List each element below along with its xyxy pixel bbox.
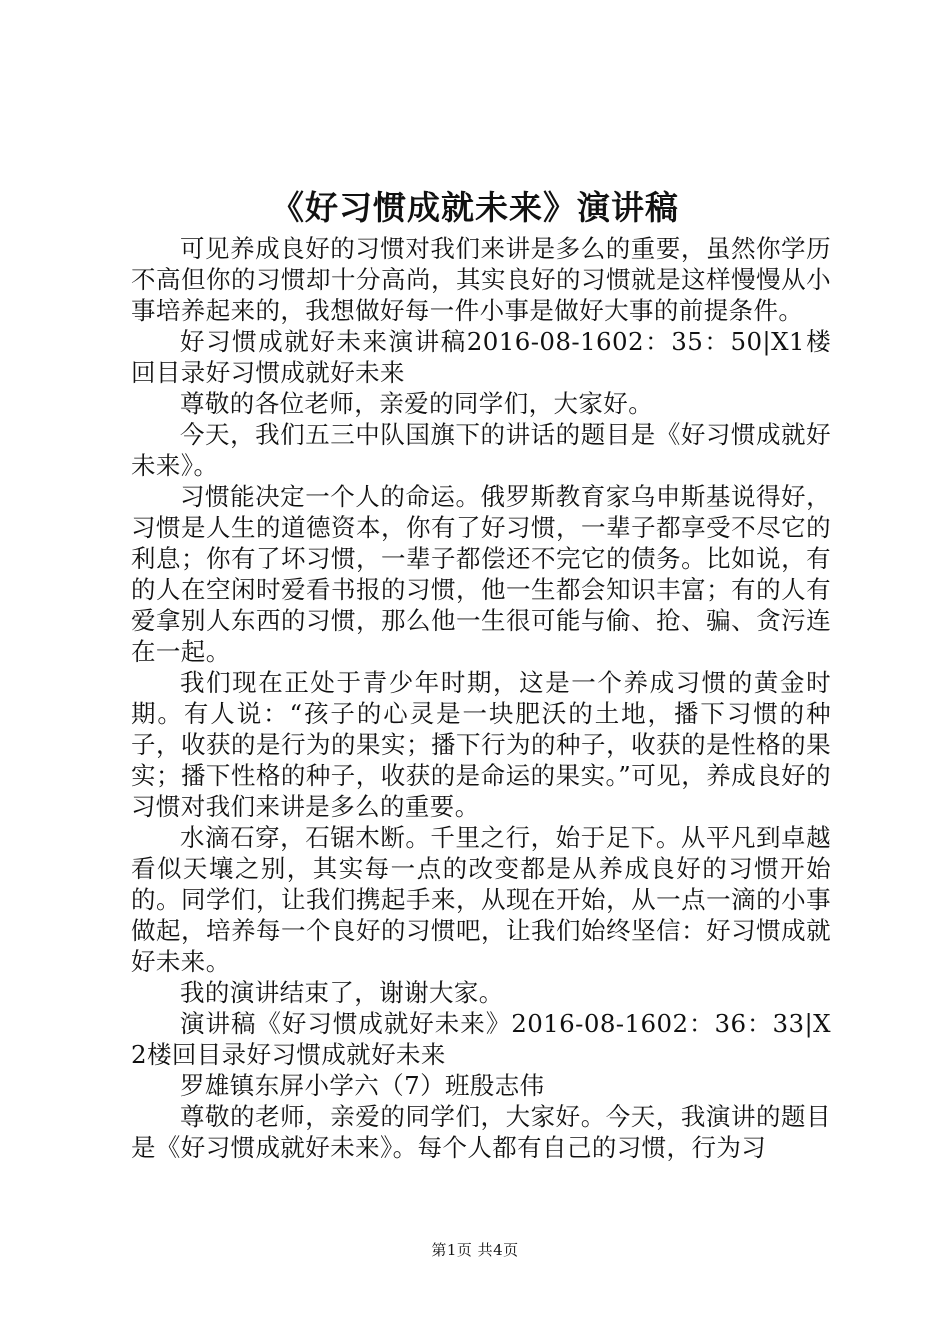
paragraph: 习惯能决定一个人的命运。俄罗斯教育家乌申斯基说得好，习惯是人生的道德资本，你有了好习惯，一辈子都享受不尽它的利息；你有了坏习惯，一辈子都偿还不完它的债务。比如说，有的人在空闲时爱看书报的习惯，他一生都会知识丰富；有的人有爱拿别人东西的习惯，那么他一生很可能与偷、抢、骗、贪污连在一起。 bbox=[131, 482, 831, 666]
paragraph: 好习惯成就好未来演讲稿2016-08-1602：35：50|X1楼回目录好习惯成就好未来 bbox=[131, 327, 831, 387]
paragraph: 我们现在正处于青少年时期，这是一个养成习惯的黄金时期。有人说：“孩子的心灵是一块肥沃的土地，播下习惯的种子，收获的是行为的果实；播下行为的种子，收获的是性格的果实；播下性格的种子，收获的是命运的果实。”可见，养成良好的习惯对我们来讲是多么的重要。 bbox=[131, 668, 831, 821]
paragraph: 今天，我们五三中队国旗下的讲话的题目是《好习惯成就好未来》。 bbox=[131, 420, 831, 480]
paragraph: 尊敬的各位老师，亲爱的同学们，大家好。 bbox=[180, 389, 654, 418]
paragraph: 可见养成良好的习惯对我们来讲是多么的重要，虽然你学历不高但你的习惯却十分高尚，其实良好的习惯就是这样慢慢从小事培养起来的，我想做好每一件小事是做好大事的前提条件。 bbox=[131, 234, 831, 325]
document-body bbox=[131, 233, 831, 1163]
paragraph: 尊敬的老师，亲爱的同学们，大家好。今天，我演讲的题目是《好习惯成就好未来》。每个人都有自己的习惯，行为习 bbox=[131, 1102, 831, 1162]
paragraph: 水滴石穿，石锯木断。千里之行，始于足下。从平凡到卓越看似天壤之别，其实每一点的改变都是从养成良好的习惯开始的。同学们，让我们携起手来，从现在开始，从一点一滴的小事做起，培养每一个良好的习惯吧，让我们始终坚信：好习惯成就好未来。 bbox=[131, 823, 831, 976]
page-footer: 第1页 共4页 bbox=[431, 1241, 519, 1259]
paragraph: 我的演讲结束了，谢谢大家。 bbox=[180, 978, 504, 1007]
paragraph: 演讲稿《好习惯成就好未来》2016-08-1602：36：33|X2楼回目录好习惯成就好未来 bbox=[131, 1009, 831, 1069]
document-title: 《好习惯成就未来》演讲稿 bbox=[271, 188, 679, 227]
paragraph: 罗雄镇东屏小学六（7）班殷志伟 bbox=[180, 1071, 545, 1100]
